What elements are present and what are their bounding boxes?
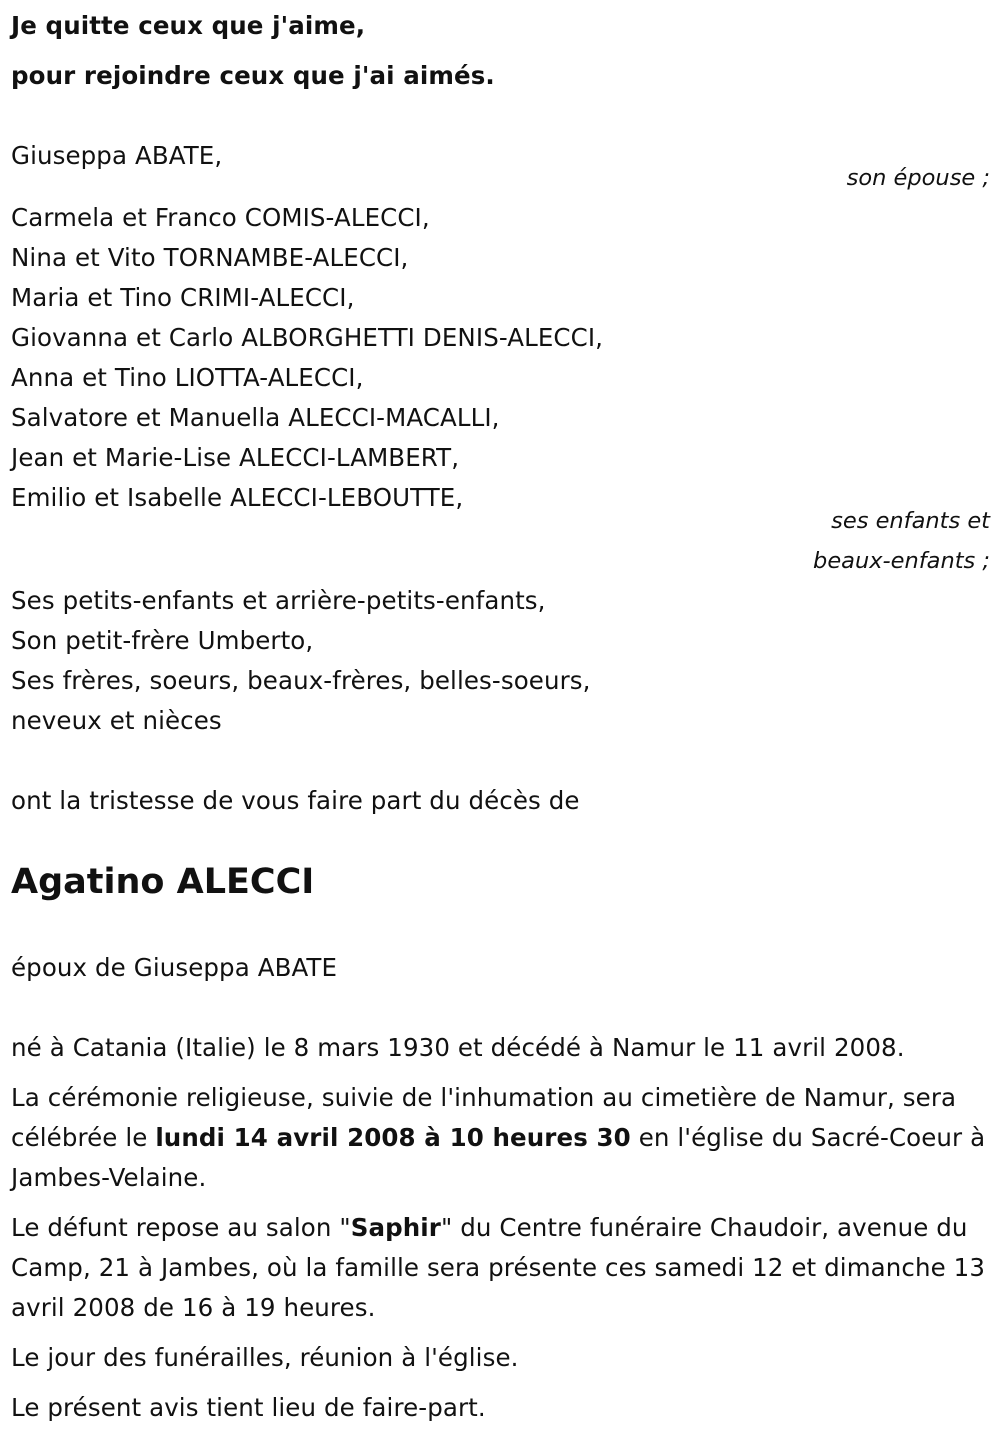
relatives-line: Son petit-frère Umberto, (11, 626, 314, 655)
child-name: Anna et Tino LIOTTA-ALECCI, (11, 363, 364, 392)
spouse-name: Giuseppa ABATE, (11, 141, 223, 170)
deceased-name: Agatino ALECCI (11, 862, 315, 902)
salon-name: Saphir (350, 1213, 441, 1242)
birth-death-line: né à Catania (Italie) le 8 mars 1930 et décédé à Namur le 11 avril 2008. (11, 1033, 905, 1062)
ceremony-text-start: La cérémonie religieuse, suivie de l'inhumation au cimetière de Namur, sera célébrée le (11, 1083, 957, 1152)
relatives-line: neveux et nièces (11, 706, 222, 735)
deceased-spouse-line: époux de Giuseppa ABATE (11, 953, 338, 982)
relatives-line: Ses petits-enfants et arrière-petits-enfants, (11, 586, 546, 615)
child-name: Maria et Tino CRIMI-ALECCI, (11, 283, 355, 312)
child-name: Emilio et Isabelle ALECCI-LEBOUTTE, (11, 483, 464, 512)
epigraph-line-1: Je quitte ceux que j'aime, (11, 11, 366, 40)
ceremony-text-end: en l'église du Sacré-Coeur à Jambes-Velaine. (11, 1123, 986, 1192)
funeral-day-line: Le jour des funérailles, réunion à l'église. (11, 1343, 519, 1372)
relatives-line: Ses frères, soeurs, beaux-frères, belles-soeurs, (11, 666, 591, 695)
ceremony-paragraph (11, 1078, 986, 1198)
child-name: Giovanna et Carlo ALBORGHETTI DENIS-ALECCI, (11, 323, 604, 352)
child-name: Salvatore et Manuella ALECCI-MACALLI, (11, 403, 500, 432)
salon-text-start: Le défunt repose au salon " (11, 1213, 351, 1242)
child-name: Nina et Vito TORNAMBE-ALECCI, (11, 243, 409, 272)
children-relation-line-2: beaux-enfants ; (813, 548, 990, 574)
epigraph-line-2: pour rejoindre ceux que j'ai aimés. (11, 61, 495, 90)
child-name: Jean et Marie-Lise ALECCI-LAMBERT, (11, 443, 460, 472)
salon-text-end: " du Centre funéraire Chaudoir, avenue du Camp, 21 à Jambes, où la famille sera présente ces samedi 12 et dimanche 13 avril 2008 de 16 à 19 heures. (11, 1213, 986, 1322)
notice-line: Le présent avis tient lieu de faire-part. (11, 1393, 486, 1422)
salon-paragraph (11, 1208, 986, 1328)
children-relation-line-1: ses enfants et (831, 508, 990, 534)
ceremony-datetime: lundi 14 avril 2008 à 10 heures 30 (155, 1123, 631, 1152)
spouse-relation: son épouse ; (846, 165, 990, 191)
child-name: Carmela et Franco COMIS-ALECCI, (11, 203, 430, 232)
announcement: ont la tristesse de vous faire part du décès de (11, 786, 580, 815)
